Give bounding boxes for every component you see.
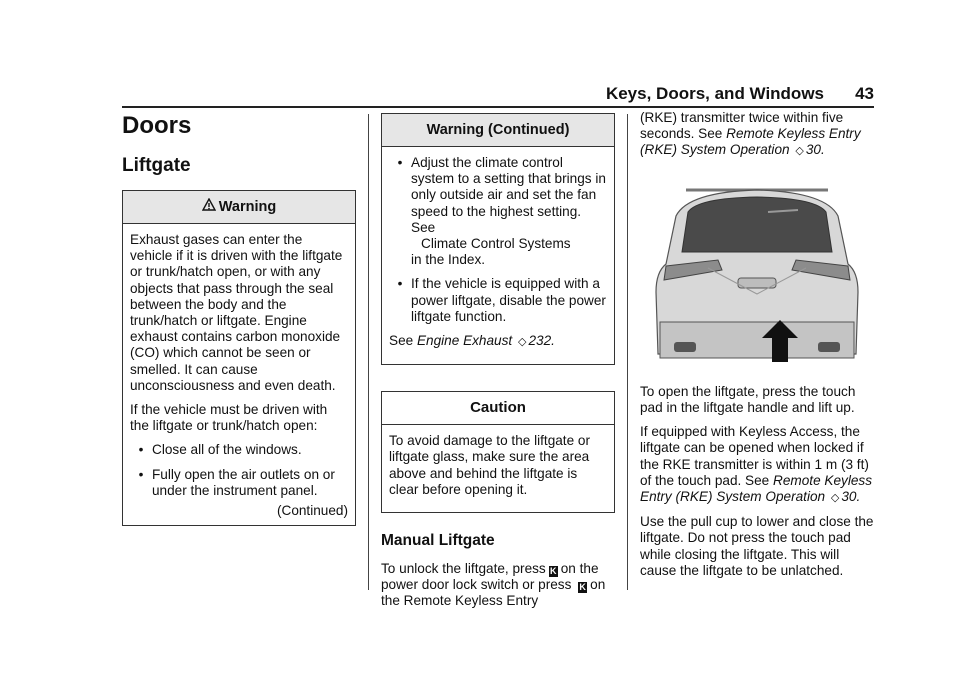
warning-paragraph: If the vehicle must be driven with the liftgate or trunk/hatch open: [130,402,328,434]
body-paragraph: (RKE) transmitter twice within five seconds. See Remote Keyless Entry (RKE) System Operation ◇ 30. [640,110,861,158]
warning-box [122,190,356,526]
warning-triangle-icon [202,198,216,212]
page-header [122,84,874,106]
page-reference[interactable]: 30. [841,489,861,505]
manual-liftgate-title: Manual Liftgate [381,532,495,550]
warning-paragraph: Exhaust gases can enter the vehicle if it is driven with the liftgate or trunk/hatch open, or with any objects that pass through the seal between the body and the trunk/hatch or liftgate. Engine exhaust contains carbon monoxide (CO) which cannot be seen or smelled. It can cause unconsciousness and even death. [130,232,343,393]
bullet-dot: • [397,276,403,292]
running-header-title: Keys, Doors, and Windows [605,84,824,103]
cross-reference-link[interactable]: Remote Keyless Entry (RKE) System Operation [640,126,861,158]
body-paragraph: If equipped with Keyless Access, the liftgate can be opened when locked if the RKE transmitter is within 1 m (3 ft) of the touch pad. See Remote Keyless Entry (RKE) System Operation ◇ 30. [640,424,873,505]
page-reference-icon: ◇ [830,492,840,505]
bullet-dot: • [397,155,403,170]
bullet-item [389,276,607,325]
page-reference[interactable]: 232. [528,333,555,349]
bullet-text: Close all of the windows. [152,442,302,458]
subsection-title: Liftgate [122,155,191,176]
page-reference-icon: ◇ [517,336,527,349]
cross-reference-link[interactable]: Remote Keyless Entry (RKE) System Operation [640,472,873,505]
column-2 [381,110,615,618]
liftgate-rear-view-image [648,182,866,366]
body-paragraph: Use the pull cup to lower and close the liftgate. Do not press the touch pad while closing the liftgate. This will cause the liftgate to be unlatched. [640,514,874,578]
page-number: 43 [855,84,874,103]
bullet-item [130,467,348,499]
warning-heading: Warning [218,199,277,215]
bullet-item [389,155,607,268]
warning-continued-header: Warning (Continued) [382,114,614,147]
column-1 [122,110,356,526]
manual-liftgate-paragraph: To unlock the liftgate, press K on the power door lock switch or press K on the Remote Keyless Entry [381,561,606,609]
header-rule [122,106,874,108]
bullet-dot: • [138,466,144,482]
bullet-text: in the Index. [411,252,486,268]
page-reference-icon: ◇ [795,145,804,158]
warning-header [123,191,355,224]
column-3 [640,110,875,587]
section-title: Doors [122,112,192,139]
page-reference[interactable]: 30. [805,142,825,158]
warning-continued-box [381,113,615,365]
bullet-text: Adjust the climate control system to a setting that brings in only outside air and set the fan speed to the highest setting. See [411,155,606,235]
caution-text: To avoid damage to the liftgate or liftgate glass, make sure the area above and behind the liftgate is clear before opening it. [389,433,591,497]
unlock-key-icon: K [579,582,586,593]
see-reference: See Engine Exhaust ◇ 232. [389,333,555,349]
cross-reference-link[interactable]: Climate Control Systems [421,236,571,252]
caution-header: Caution [382,392,614,425]
unlock-key-icon: K [549,566,557,577]
continued-label: (Continued) [276,503,348,519]
bullet-dot: • [138,442,144,458]
body-paragraph: To open the liftgate, press the touch pad in the liftgate handle and lift up. [640,383,856,416]
bullet-item [130,442,348,458]
bullet-text: Fully open the air outlets on or under the instrument panel. [152,466,335,498]
column-divider [627,114,628,590]
column-divider [368,114,369,590]
cross-reference-link[interactable]: Engine Exhaust [416,333,513,349]
bullet-text: If the vehicle is equipped with a power liftgate, disable the power liftgate function. [411,276,606,324]
caution-box [381,391,615,513]
